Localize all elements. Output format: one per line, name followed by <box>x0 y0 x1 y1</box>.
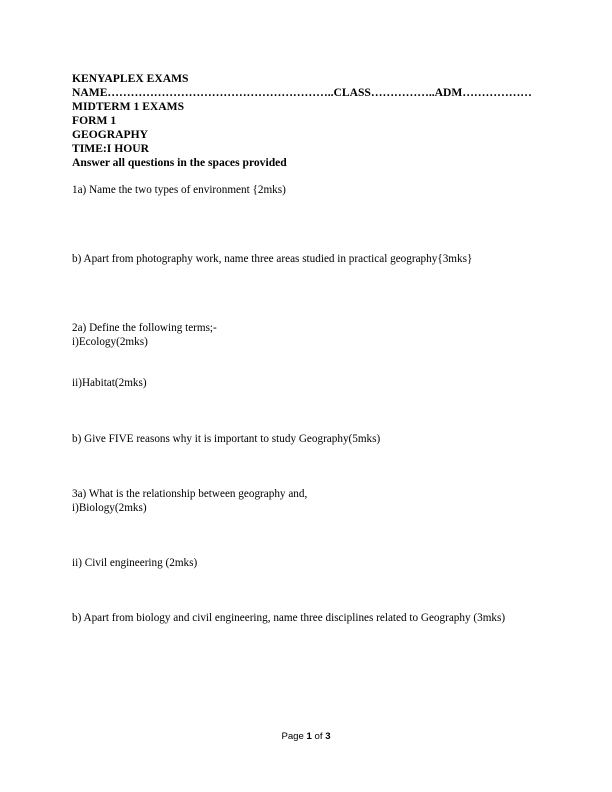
question-3a-i: i)Biology(2mks) <box>72 502 147 514</box>
question-2b: b) Give FIVE reasons why it is important to study Geography(5mks) <box>72 433 381 445</box>
form-label: FORM 1 <box>72 114 117 127</box>
question-2a: 2a) Define the following terms;- <box>72 322 217 334</box>
question-3a-ii: ii) Civil engineering (2mks) <box>72 557 198 569</box>
page-number-footer <box>0 731 612 743</box>
exam-title: MIDTERM 1 EXAMS <box>72 100 185 113</box>
instructions: Answer all questions in the spaces provided <box>72 156 287 169</box>
page-middle: of <box>311 731 326 742</box>
subject-label: GEOGRAPHY <box>72 128 149 141</box>
page-current: 1 <box>306 731 312 742</box>
name-class-adm-line: NAME…………………………………………………..CLASS……………..ADM……………… <box>72 86 532 99</box>
question-1b: b) Apart from photography work, name three areas studied in practical geography{3mks} <box>72 253 473 265</box>
question-2a-i: i)Ecology(2mks) <box>72 336 148 348</box>
page-total: 3 <box>325 731 331 742</box>
question-2a-ii: ii)Habitat(2mks) <box>72 377 147 389</box>
question-3b: b) Apart from biology and civil engineering, name three disciplines related to Geography (3mks) <box>72 612 506 624</box>
question-3a: 3a) What is the relationship between geography and, <box>72 488 308 500</box>
question-1a: 1a) Name the two types of environment {2mks) <box>72 184 286 196</box>
time-label: TIME:I HOUR <box>72 142 149 155</box>
school-title: KENYAPLEX EXAMS <box>72 72 189 85</box>
page-prefix: Page <box>281 731 307 742</box>
